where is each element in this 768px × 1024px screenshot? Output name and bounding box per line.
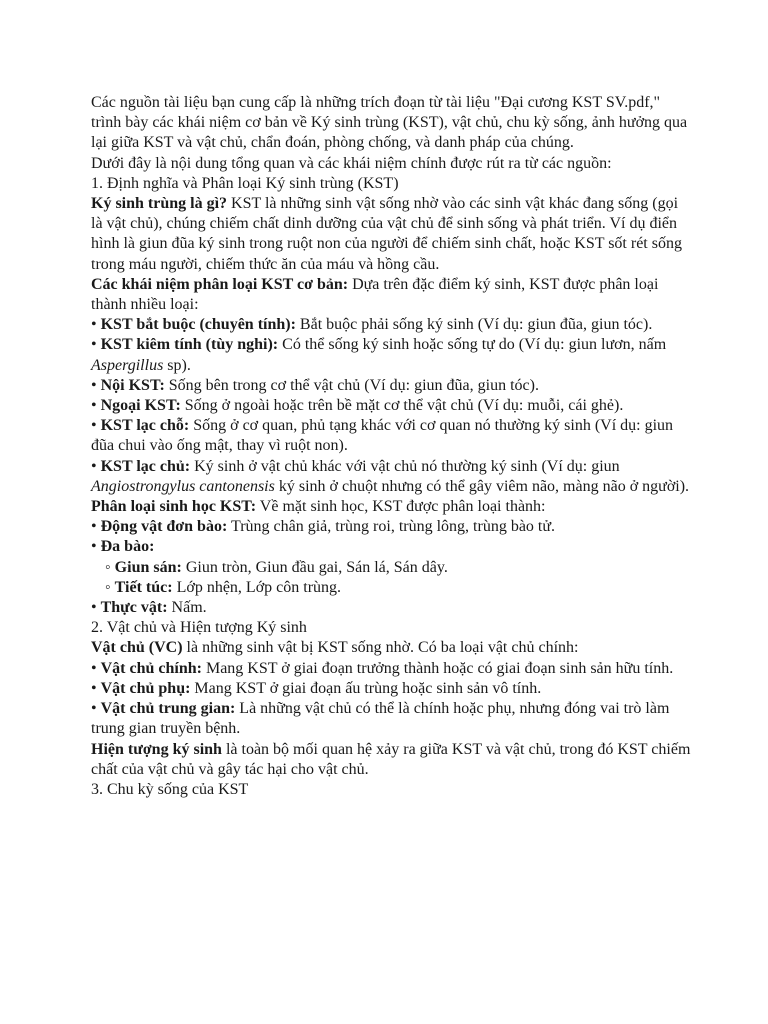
sub-bullet: ◦: [105, 558, 115, 576]
bullet: •: [91, 679, 101, 697]
list-item: [91, 335, 691, 375]
host-definition-paragraph: [91, 638, 691, 658]
sub-list-item: [91, 578, 691, 598]
bullet: •: [91, 316, 101, 334]
list-item-text: Mang KST ở giai đoạn ấu trùng hoặc sinh sản vô tính.: [190, 679, 542, 697]
list-item-term: Tiết túc:: [114, 578, 173, 596]
basic-classification-term: Các khái niệm phân loại KST cơ bản:: [91, 275, 349, 293]
list-item-text: Sống bên trong cơ thể vật chủ (Ví dụ: giun đũa, giun tóc).: [164, 376, 539, 394]
bullet: •: [91, 336, 101, 354]
intro-paragraph: Các nguồn tài liệu bạn cung cấp là những trích đoạn từ tài liệu "Đại cương KST SV.pdf," trình bày các khái niệm cơ bản về Ký sinh trùng (KST), vật chủ, chu kỳ sống, ảnh hưởng qua lại giữa KST và vật chủ, chẩn đoán, phòng chống, và danh pháp của chúng.: [91, 94, 688, 152]
definition-paragraph: [91, 194, 691, 275]
parasitism-text: là toàn bộ mối quan hệ xảy ra giữa KST và vật chủ, trong đó KST chiếm chất của vật chủ và gây tác hại cho vật chủ.: [91, 740, 691, 778]
document-body: [91, 93, 691, 800]
bullet: •: [91, 376, 101, 394]
list-item-text: Sống ở ngoài hoặc trên bề mặt cơ thể vật chủ (Ví dụ: muỗi, cái ghẻ).: [180, 397, 624, 415]
bullet: •: [91, 599, 101, 617]
bullet: •: [91, 417, 101, 435]
species-name: Aspergillus: [91, 356, 164, 374]
list-item-term: Thực vật:: [100, 599, 168, 617]
list-item-text: Có thể sống ký sinh hoặc sống tự do (Ví dụ: giun lươn, nấm: [278, 336, 667, 354]
list-item: [91, 396, 691, 416]
bullet: •: [91, 457, 101, 475]
bullet: •: [91, 659, 101, 677]
list-item-term: KST kiêm tính (tùy nghi):: [100, 336, 279, 354]
biological-classification-text: Về mặt sinh học, KST được phân loại thành:: [256, 498, 546, 516]
list-item-text: ký sinh ở chuột nhưng có thể gây viêm não, màng não ở người).: [274, 477, 690, 495]
list-item: [91, 457, 691, 497]
definition-term: Ký sinh trùng là gì?: [91, 195, 228, 213]
list-item-term: KST lạc chủ:: [100, 457, 191, 475]
list-item-term: Vật chủ trung gian:: [100, 700, 236, 718]
biological-classification-paragraph: [91, 497, 691, 517]
list-item: [91, 679, 691, 699]
list-item-text: Ký sinh ở vật chủ khác với vật chủ nó thường ký sinh (Ví dụ: giun: [190, 457, 620, 475]
list-item: [91, 376, 691, 396]
parasitism-paragraph: [91, 740, 691, 780]
list-item-text: Lớp nhện, Lớp côn trùng.: [172, 578, 342, 596]
bullet: •: [91, 700, 101, 718]
list-item: [91, 598, 691, 618]
section-3-heading: 3. Chu kỳ sống của KST: [91, 780, 249, 798]
sub-bullet: ◦: [105, 578, 115, 596]
list-item-text: Bắt buộc phải sống ký sinh (Ví dụ: giun đũa, giun tóc).: [295, 316, 653, 334]
parasitism-term: Hiện tượng ký sinh: [91, 740, 222, 758]
sub-list-item: [91, 558, 691, 578]
list-item-term: Động vật đơn bào:: [100, 518, 228, 536]
list-item: [91, 517, 691, 537]
list-item-term: KST lạc chỗ:: [100, 417, 190, 435]
host-term: Vật chủ (VC): [91, 639, 183, 657]
list-item: [91, 659, 691, 679]
bullet: •: [91, 518, 101, 536]
list-item: [91, 537, 691, 557]
list-item-text: Trùng chân giả, trùng roi, trùng lông, trùng bào tử.: [227, 518, 556, 536]
list-item-text: sp).: [163, 356, 191, 374]
basic-classification-paragraph: [91, 275, 691, 315]
list-item-text: Là những vật chủ có thể là chính hoặc phụ, nhưng đóng vai trò làm trung gian truyền bệnh.: [91, 700, 670, 738]
host-text: là những sinh vật bị KST sống nhờ. Có ba loại vật chủ chính:: [182, 639, 579, 657]
section-1-heading: 1. Định nghĩa và Phân loại Ký sinh trùng (KST): [91, 174, 399, 192]
list-item-term: Đa bào:: [100, 538, 155, 556]
list-item-text: Giun tròn, Giun đầu gai, Sán lá, Sán dây.: [181, 558, 448, 576]
list-item-text: Mang KST ở giai đoạn trưởng thành hoặc có giai đoạn sinh sản hữu tính.: [201, 659, 674, 677]
section-2-heading: 2. Vật chủ và Hiện tượng Ký sinh: [91, 619, 307, 637]
list-item-term: Nội KST:: [100, 376, 165, 394]
definition-text: KST là những sinh vật sống nhờ vào các sinh vật khác đang sống (gọi là vật chủ), chúng chiếm chất dinh dưỡng của vật chủ để sinh sống và phát triển. Ví dụ điển hình là giun đũa ký sinh trong ruột non của người để chiếm sinh chất, hoặc KST sốt rét sống trong máu người, chiếm thức ăn của máu và hồng cầu.: [91, 195, 682, 273]
list-item-term: Ngoại KST:: [100, 397, 181, 415]
biological-classification-term: Phân loại sinh học KST:: [91, 498, 257, 516]
bullet: •: [91, 397, 101, 415]
lead-paragraph: Dưới đây là nội dung tổng quan và các khái niệm chính được rút ra từ các nguồn:: [91, 154, 612, 172]
list-item: [91, 699, 691, 739]
bullet: •: [91, 538, 101, 556]
list-item-text: Sống ở cơ quan, phủ tạng khác với cơ quan nó thường ký sinh (Ví dụ: giun đũa chui vào ống mật, thay vì ruột non).: [91, 417, 674, 455]
list-item-term: Vật chủ chính:: [100, 659, 202, 677]
list-item-text: Nấm.: [167, 599, 207, 617]
list-item-term: Giun sán:: [114, 558, 182, 576]
list-item: [91, 416, 691, 456]
basic-classification-text: Dựa trên đặc điểm ký sinh, KST được phân loại thành nhiều loại:: [91, 275, 659, 314]
species-name: Angiostrongylus cantonensis: [91, 477, 275, 495]
list-item-term: Vật chủ phụ:: [100, 679, 191, 697]
list-item-term: KST bắt buộc (chuyên tính):: [100, 316, 296, 334]
list-item: [91, 315, 691, 335]
